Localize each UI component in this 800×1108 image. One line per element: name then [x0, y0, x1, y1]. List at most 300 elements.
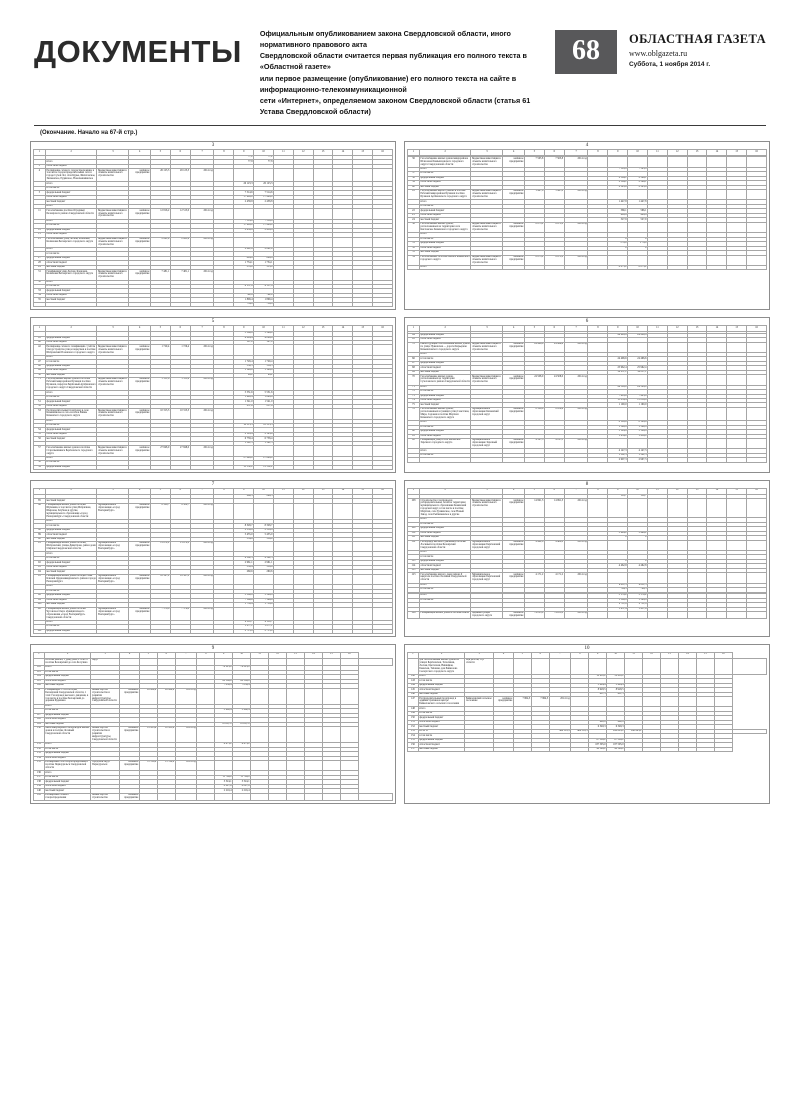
table-cell: 1 148,6: [234, 369, 254, 373]
table-cell: [273, 503, 293, 519]
table-cell: 2 564,1: [628, 176, 648, 180]
table-cell: [251, 727, 269, 743]
column-number: 15: [727, 326, 747, 332]
table-cell: [687, 407, 707, 420]
table-cell: 45: [34, 336, 46, 340]
table-cell: 27 848,0: [234, 456, 254, 460]
table-cell: 1 809,4: [254, 298, 274, 302]
table-row: [408, 342, 767, 352]
table-cell: Газопровод высокого давления в посёлке Лосиный и посёлке Белоярский Свердловской области: [419, 540, 471, 550]
table-cell: 487,3: [589, 692, 607, 696]
table-cell: [373, 378, 393, 391]
table-cell: 7 563,8: [628, 167, 648, 171]
table-cell: Газификация жилых домов посёлка Чусовское Озеро муниципального образования «город Екатеринбург» Свердловской области: [45, 607, 97, 620]
table-cell: 35: [34, 298, 46, 302]
column-number: 9: [608, 150, 628, 156]
table-cell: 147: [408, 697, 419, 707]
table-cell: [687, 255, 707, 265]
table-cell: Газоснабжение жилых домов, расположенных на территории села Кисловское Каменского городского округа: [419, 222, 471, 232]
column-number: 7: [564, 326, 588, 332]
table-cell: Бюджетные инвестиции в объекты капитального строительства: [97, 209, 129, 219]
table-cell: 37: [408, 172, 420, 176]
table-cell: [313, 574, 333, 584]
table-cell: 148: [408, 707, 419, 711]
table-cell: местный бюджет: [419, 403, 471, 407]
table-cell: 141: [34, 793, 45, 800]
column-number: 9: [608, 489, 628, 495]
table-cell: 154: [408, 734, 419, 738]
table-cell: 1 729,4: [151, 345, 171, 355]
table-row: [408, 499, 767, 518]
table-cell: 734,8: [254, 302, 274, 306]
table-cell: [747, 265, 767, 269]
table-cell: [214, 465, 234, 469]
table-cell: [747, 573, 767, 583]
table-cell: федеральный бюджет: [419, 394, 471, 398]
table-cell: Многоквартирных газопроводов жилых домов в посёлке Лосиный Свердловской области: [44, 727, 91, 743]
table-cell: [214, 542, 234, 552]
table-cell: казённое предприятие: [503, 499, 525, 518]
table-cell: 98: [34, 594, 46, 598]
table-cell: [293, 270, 313, 280]
table-cell: [643, 747, 661, 751]
table-cell: 784,5: [608, 588, 628, 592]
table-cell: 4 110,7: [234, 620, 254, 624]
table-cell: [707, 612, 727, 619]
table-cell: [608, 157, 628, 167]
column-number: 2: [419, 326, 471, 332]
column-number: 3: [465, 653, 494, 659]
table-cell: [647, 540, 667, 550]
table-cell: [589, 697, 607, 707]
table-cell: [151, 302, 171, 306]
table-cell: [707, 255, 727, 265]
table-cell: 1 447,8: [608, 200, 628, 204]
table-cell: 135: [34, 761, 45, 771]
table-cell: областной бюджет: [44, 784, 91, 788]
column-number: 4: [503, 489, 525, 495]
table-cell: областной бюджет: [45, 164, 97, 168]
table-cell: 4 171,2: [525, 573, 545, 583]
table-cell: [747, 612, 767, 619]
table-cell: 1 434,0: [628, 434, 648, 438]
table-cell: в том числе: [45, 224, 97, 228]
column-number: 8: [214, 489, 234, 495]
masthead: [0, 0, 800, 123]
table-cell: федеральный бюджет: [419, 527, 471, 531]
table-cell: казённое предприятие: [129, 503, 151, 519]
table-cell: [667, 255, 687, 265]
table-cell: [120, 658, 140, 665]
table-cell: 115: [408, 568, 420, 572]
table-cell: 17 908,0: [234, 195, 254, 199]
table-cell: [214, 302, 234, 306]
legal-statement-line-4: сети «Интернет», определяемом законом Свердловской области (статья 61 Устава Свердловской области): [259, 95, 531, 117]
column-number: 5: [525, 326, 545, 332]
budget-table: [407, 488, 767, 619]
table-cell: 95: [34, 574, 46, 584]
table-cell: 2 907,3: [608, 458, 628, 462]
column-number: 15: [727, 489, 747, 495]
table-cell: 93: [34, 565, 46, 569]
table-cell: казённое предприятие: [503, 612, 525, 619]
table-cell: [234, 209, 254, 219]
table-cell: 1 549,8: [608, 425, 628, 429]
table-cell: 61: [408, 434, 420, 438]
table-cell: [313, 465, 333, 469]
document-table-panel: [30, 141, 396, 310]
table-cell: [747, 458, 767, 462]
table-cell: [608, 342, 628, 352]
table-row: [408, 697, 767, 707]
table-cell: Байкаловский сельское поселение: [465, 697, 494, 707]
table-cell: [139, 793, 157, 800]
table-cell: [647, 222, 667, 232]
column-number: 4: [129, 489, 151, 495]
table-cell: областной бюджет: [44, 756, 91, 760]
table-cell: [747, 540, 767, 550]
table-cell: 2014 год: [190, 345, 214, 355]
table-cell: [667, 265, 687, 269]
table-cell: [293, 574, 313, 584]
legal-statement: [242, 28, 555, 117]
table-cell: Министерство строительства и развития инфраструктуры Свердловской области: [91, 688, 120, 704]
table-cell: [304, 761, 322, 771]
table-cell: Газоснабжение жилых домов в посёлке Рабочий микрорайона Буланаш посёлка Буланаш, переулок Берёзовый Артёмовского городского округа Свердловской области: [46, 377, 96, 390]
table-cell: для газоснабжения жилых домов на улицах Берёзовская, Тополиная, Лесная, Цветочная, Вишнёвая, Баевская, Таёжная, дом Байкалова Сысертского городского округа: [418, 658, 465, 674]
table-cell: [687, 157, 707, 167]
column-number: 1: [408, 326, 420, 332]
table-cell: областной бюджет: [45, 404, 97, 408]
table-cell: [707, 157, 727, 167]
table-cell: 4 137,8: [234, 285, 254, 289]
column-number: 11: [273, 326, 293, 332]
table-cell: 1 277,1: [254, 625, 274, 629]
table-cell: [333, 169, 353, 182]
table-cell: 804,8: [254, 256, 274, 260]
table-cell: 132: [34, 747, 45, 751]
table-cell: в том числе: [45, 285, 97, 289]
table-cell: [373, 237, 393, 247]
table-cell: казённое предприятие: [494, 697, 514, 707]
column-number: 10: [628, 489, 648, 495]
table-cell: [588, 540, 608, 550]
table-cell: 65: [408, 338, 420, 342]
table-cell: областной бюджет: [419, 338, 471, 342]
table-cell: [340, 688, 358, 704]
table-cell: 2014 год: [564, 540, 588, 550]
table-cell: казённое предприятие: [129, 378, 151, 391]
table-cell: 7 836,4: [215, 684, 233, 688]
table-cell: [333, 629, 353, 633]
table-cell: 123: [34, 670, 45, 674]
table-cell: [254, 409, 274, 419]
column-number: 9: [608, 326, 628, 332]
table-cell: 74 223,0: [544, 612, 564, 619]
table-cell: [628, 157, 648, 167]
publication-date: Суббота, 1 ноября 2014 г.: [628, 61, 711, 68]
table-cell: 73: [408, 394, 420, 398]
table-cell: [494, 747, 514, 751]
table-cell: 2 891,9: [254, 247, 274, 251]
table-cell: 23: [408, 213, 420, 217]
table-cell: 742,9: [234, 293, 254, 297]
table-cell: местный бюджет: [419, 568, 471, 572]
table-cell: [607, 658, 625, 674]
table-cell: 24 508,0: [628, 385, 648, 389]
table-cell: казённое предприятие: [120, 688, 140, 704]
table-cell: областной бюджет: [418, 743, 465, 747]
table-cell: [732, 729, 766, 733]
table-cell: [588, 375, 608, 385]
table-cell: 2 345,6: [608, 185, 628, 189]
table-cell: 14 991,3: [544, 499, 564, 518]
table-cell: 24 508,0: [544, 375, 564, 385]
table-cell: [747, 407, 767, 420]
table-cell: [273, 270, 293, 280]
column-number: 6: [544, 489, 564, 495]
table-cell: 66: [408, 357, 420, 361]
table-cell: [588, 612, 608, 619]
table-cell: [625, 697, 643, 707]
table-cell: 2014 год: [564, 407, 588, 420]
table-cell: федеральный бюджет: [45, 191, 97, 195]
table-cell: [358, 793, 392, 800]
table-cell: 1 729,4: [254, 360, 274, 364]
table-cell: [608, 499, 628, 518]
table-cell: [214, 629, 234, 633]
table-cell: 2 438,8: [254, 228, 274, 232]
table-cell: 2 216,4: [215, 789, 233, 793]
table-cell: 56: [34, 437, 46, 441]
column-number: 4: [129, 150, 151, 156]
column-number: 13: [313, 489, 333, 495]
column-number: 1: [408, 653, 419, 659]
table-cell: [197, 727, 215, 743]
table-cell: 100: [34, 603, 46, 607]
table-cell: Муниципальное образование Каменский городской округ: [471, 407, 503, 420]
table-cell: [687, 439, 707, 449]
table-cell: [549, 747, 571, 751]
table-cell: 3 366,9: [254, 332, 274, 336]
table-cell: 52: [34, 404, 46, 408]
table-cell: [340, 761, 358, 771]
table-cell: итого: [45, 519, 97, 523]
table-row: [34, 465, 393, 469]
table-cell: 13 532,2: [234, 465, 254, 469]
table-cell: 8 328,7: [170, 503, 190, 519]
table-cell: областной бюджет: [419, 564, 471, 568]
table-cell: 538,4: [234, 565, 254, 569]
column-number: 3: [97, 489, 129, 495]
table-cell: 8 108,6: [525, 407, 545, 420]
legal-statement-line-1: Официальным опубликованием закона Свердловской области, иного нормативного правового акта: [259, 29, 511, 50]
table-cell: 152: [408, 725, 419, 729]
table-cell: [647, 375, 667, 385]
table-cell: 0: [608, 237, 628, 241]
table-cell: 3 386,8: [254, 594, 274, 598]
table-cell: федеральный бюджет: [419, 430, 471, 434]
column-number: 9: [234, 150, 254, 156]
table-cell: [34, 658, 45, 665]
table-cell: в том числе: [419, 425, 471, 429]
column-number: 8: [214, 326, 234, 332]
table-cell: 3 179,2: [628, 594, 648, 598]
table-cell: 17 908,0: [254, 195, 274, 199]
table-cell: в том числе: [419, 390, 471, 394]
table-cell: местный бюджет: [44, 789, 91, 793]
table-cell: 130: [34, 727, 45, 743]
table-cell: итого: [419, 167, 471, 171]
panel-page-number: 8: [585, 482, 589, 488]
table-cell: 129: [34, 722, 45, 726]
table-cell: [197, 688, 215, 704]
table-cell: [286, 793, 304, 800]
table-cell: [667, 342, 687, 352]
table-cell: Муниципальное образование Берёзовский городской округ: [471, 573, 503, 583]
table-cell: 136: [34, 771, 45, 775]
table-cell: [687, 612, 707, 619]
table-cell: 2014 год: [564, 612, 588, 619]
column-number: 10: [254, 489, 274, 495]
table-cell: 99: [34, 598, 46, 602]
column-number: 14: [333, 489, 353, 495]
table-cell: 2 891,9: [151, 237, 171, 247]
table-cell: 28 864,9: [139, 688, 157, 704]
table-cell: [628, 255, 648, 265]
table-cell: [628, 190, 648, 200]
column-number: 13: [660, 653, 678, 659]
table-cell: 52: [34, 688, 45, 704]
table-cell: 11 768,0: [215, 775, 233, 779]
table-cell: [313, 629, 333, 633]
table-cell: [494, 658, 514, 674]
table-cell: 26 123,3: [170, 169, 190, 182]
table-cell: [322, 688, 340, 704]
column-number: 5: [525, 150, 545, 156]
table-row: [408, 573, 767, 583]
table-cell: [373, 270, 393, 280]
table-cell: Бюджетные инвестиции в объекты капитального строительства: [471, 342, 503, 352]
table-row: [34, 209, 393, 219]
column-number: 7: [175, 653, 197, 659]
table-cell: 38: [408, 176, 420, 180]
table-cell: [254, 542, 274, 552]
table-cell: [170, 302, 190, 306]
table-cell: [707, 265, 727, 269]
column-number: 7: [564, 489, 588, 495]
column-number: 6: [544, 326, 564, 332]
table-cell: Строительство газопроводов распределительных сетей на территории муниципального образования Каменский городской округ, в том числе в посёлке Мартюш, селе Травянское, селе Новый Завод, селе Рыбниковское и другие: [419, 499, 471, 518]
table-cell: Бюджетные инвестиции в объекты капитального строительства: [471, 222, 503, 232]
table-cell: казённое предприятие: [503, 157, 525, 167]
table-cell: 7 864,3: [513, 697, 531, 707]
table-cell: [233, 727, 251, 743]
table-cell: 536,5: [234, 364, 254, 368]
table-cell: [373, 209, 393, 219]
table-cell: 742,9: [254, 293, 274, 297]
table-cell: [687, 265, 707, 269]
table-cell: [197, 658, 215, 665]
table-cell: [588, 573, 608, 583]
table-cell: Газоснабжение жилых домов, расположенных на территории Сухоложского района Свердловской области: [420, 374, 470, 384]
table-cell: федеральный бюджет: [45, 629, 97, 633]
column-number: 15: [353, 326, 373, 332]
table-cell: [273, 446, 293, 456]
table-cell: 32: [34, 280, 46, 284]
table-cell: 2 891,9: [234, 247, 254, 251]
table-cell: [304, 727, 322, 743]
table-cell: [678, 747, 696, 751]
table-cell: 3 179,2: [608, 594, 628, 598]
table-cell: [525, 458, 545, 462]
table-cell: [313, 607, 333, 620]
table-cell: 12 515,0: [170, 209, 190, 219]
table-cell: 7 166,6: [234, 598, 254, 602]
table-cell: 4 147,3: [525, 439, 545, 449]
table-cell: в том числе: [418, 711, 465, 715]
table-cell: [687, 342, 707, 352]
table-cell: [531, 747, 549, 751]
table-cell: 98,2: [234, 373, 254, 377]
table-cell: 353,0: [234, 265, 254, 269]
table-cell: [531, 658, 549, 674]
table-cell: [313, 503, 333, 519]
table-cell: 133: [34, 752, 45, 756]
panel-page-number: 6: [585, 319, 589, 325]
table-cell: [273, 209, 293, 219]
table-cell: 468 591,3: [571, 729, 589, 733]
column-number: 1: [408, 489, 420, 495]
table-cell: 68 386,6: [233, 679, 251, 683]
table-cell: 2014 год: [175, 688, 197, 704]
table-cell: [408, 458, 420, 462]
table-cell: 89: [34, 533, 46, 537]
table-cell: 149: [408, 711, 419, 715]
table-cell: [564, 265, 588, 269]
column-number: 16: [373, 489, 393, 495]
table-cell: 86: [34, 503, 46, 519]
table-cell: 7 514,6: [254, 219, 274, 223]
table-cell: [588, 407, 608, 420]
table-cell: [660, 658, 678, 674]
publication-url[interactable]: www.oblgazeta.ru: [628, 49, 688, 58]
table-cell: [234, 574, 254, 584]
table-cell: [333, 270, 353, 280]
table-cell: 2 711,8: [628, 603, 648, 607]
table-cell: местный бюджет: [419, 218, 471, 222]
column-number: 16: [373, 150, 393, 156]
table-cell: 5 455,0: [254, 533, 274, 537]
column-number: 12: [293, 326, 313, 332]
table-cell: 1 277,1: [234, 625, 254, 629]
table-cell: [608, 439, 628, 449]
table-cell: Бюджетные инвестиции в объекты капитального строительства: [471, 190, 503, 200]
column-number: 6: [170, 150, 190, 156]
table-cell: Бюджетные инвестиции в объекты капитального строительства: [471, 375, 503, 385]
table-cell: Газоснабжение жилых домов, расположенных в границах улиц Советская, Мира, Садовая в посёлке Мартюш Каменского городского округа: [420, 407, 470, 419]
table-cell: [251, 761, 269, 771]
table-cell: казённое предприятие: [503, 407, 525, 420]
table-row: [408, 222, 767, 232]
table-cell: 25 962,4: [608, 366, 628, 370]
table-cell: федеральный бюджет: [419, 242, 471, 246]
table-cell: 2 713,9: [234, 629, 254, 633]
table-cell: 2014 год: [564, 190, 588, 200]
table-row: [34, 169, 393, 182]
table-cell: [234, 270, 254, 280]
table-cell: [608, 222, 628, 232]
